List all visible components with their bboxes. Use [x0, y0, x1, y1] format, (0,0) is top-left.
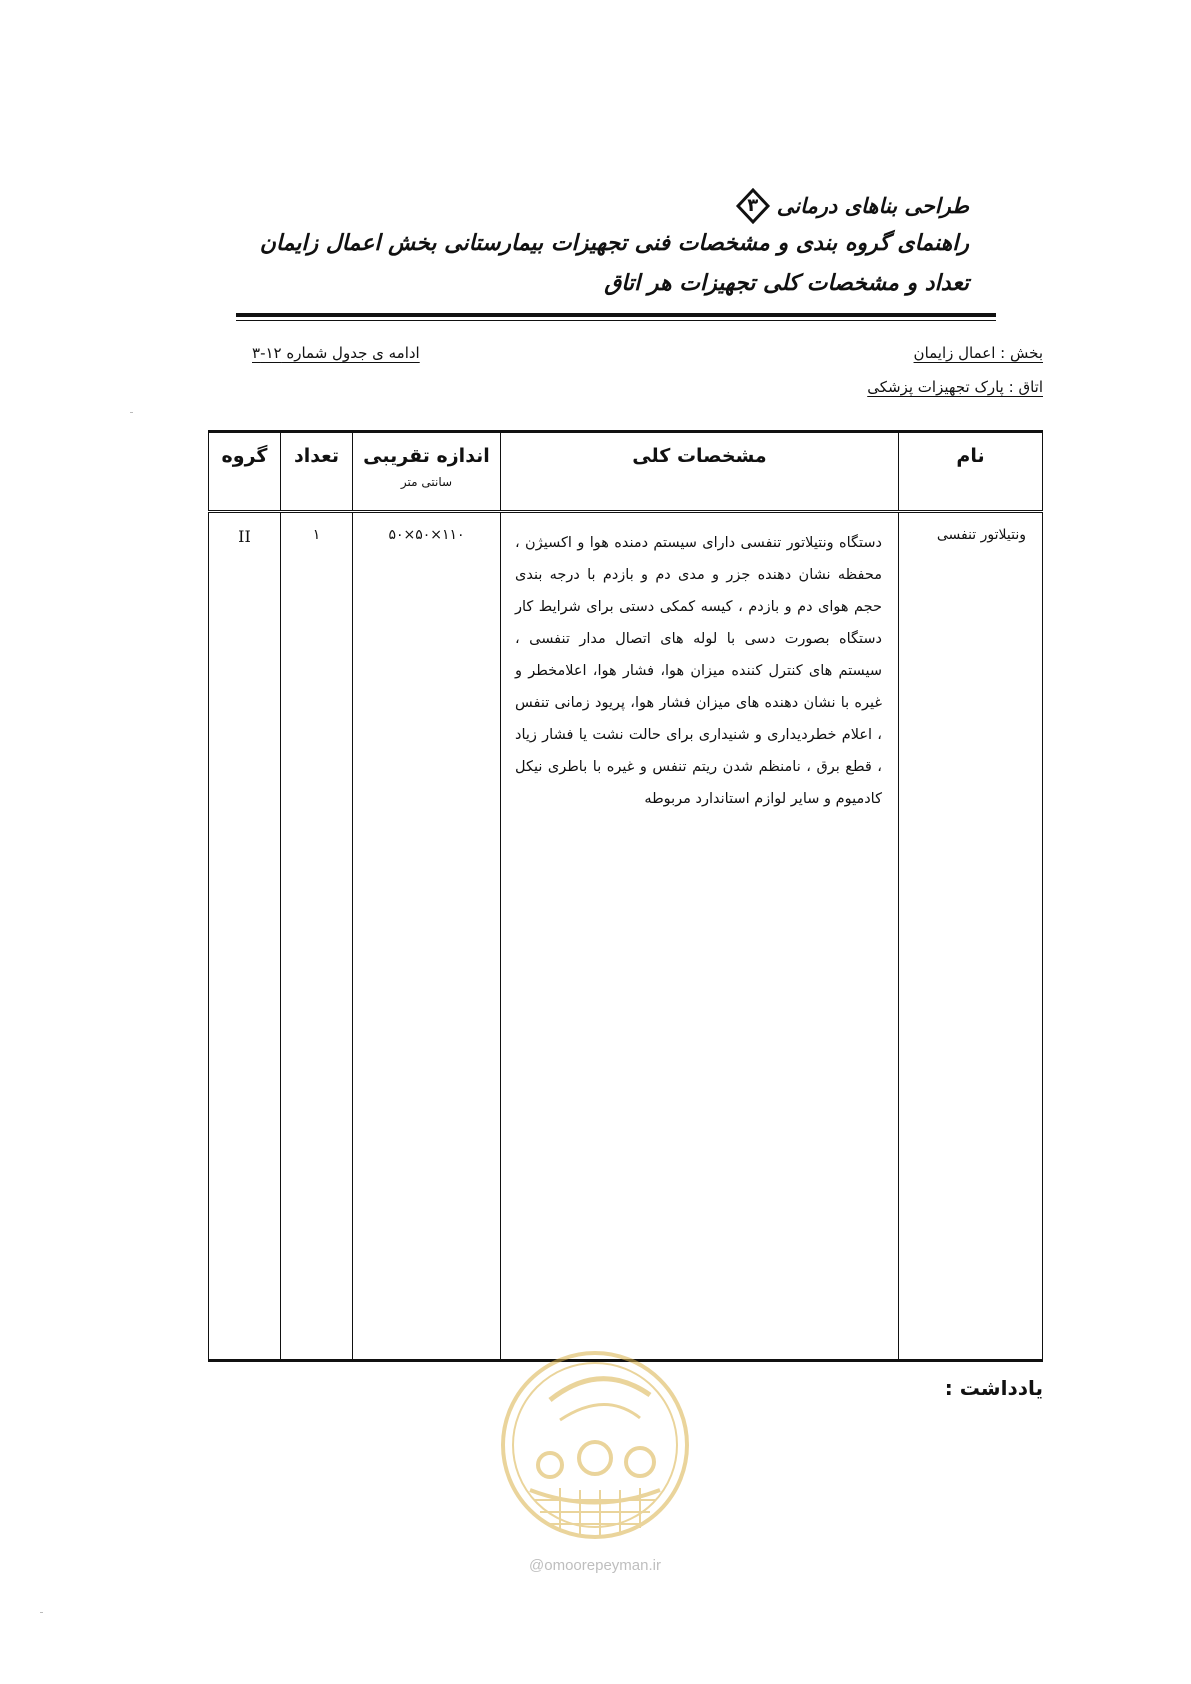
scan-speck	[130, 412, 133, 413]
table-header-row	[209, 432, 1043, 512]
header-size-label: اندازه تقریبی	[363, 445, 490, 467]
header-size	[353, 432, 501, 512]
book-title: طراحی بناهای درمانی	[776, 194, 969, 218]
page-topic: تعداد و مشخصات کلی تجهیزات هر اتاق	[604, 271, 969, 296]
room-line: اتاق : پارک تجهیزات پزشکی	[867, 378, 1043, 396]
equipment-table	[208, 430, 1043, 1362]
cell-size: ۱۱۰×۵۰×۵۰	[353, 512, 501, 1361]
cell-qty: ۱	[281, 512, 353, 1361]
document-header	[169, 188, 969, 304]
header-size-unit: سانتی متر	[400, 475, 453, 489]
header-group: گروه	[209, 432, 281, 512]
table-row	[209, 512, 1043, 1361]
volume-number: ۳	[747, 195, 759, 216]
cell-group: II	[209, 512, 281, 1361]
book-title-line	[169, 188, 969, 224]
volume-badge	[735, 188, 771, 224]
scan-speck	[40, 1612, 43, 1613]
watermark-logo	[490, 1340, 700, 1580]
cell-name: ونتیلاتور تنفسی	[899, 512, 1043, 1361]
continued-note: ادامه ی جدول شماره ۱۲-۳	[252, 344, 420, 362]
header-name: نام	[899, 432, 1043, 512]
header-qty: تعداد	[281, 432, 353, 512]
department-line: بخش : اعمال زایمان	[913, 344, 1043, 362]
watermark-emblem-icon	[490, 1340, 700, 1550]
header-rule-thick	[236, 313, 996, 317]
cell-spec: دستگاه ونتیلاتور تنفسی دارای سیستم دمنده هوا و اکسیژن ، محفظه نشان دهنده جزر و مدی دم و بازدم با درجه بندی حجم هوای دم و بازدم ، کیسه کمکی دستی برای شرایط کار دستگاه بصورت دسی با لوله های اتصال مدار تنفسی ، سیستم های کنترل کننده میزان هوا، فشار هوا، اعلامخطر و غیره با نشان دهنده های میزان فشار هوا، پریود زمانی تنفس ، اعلام خطردیداری و شنیداری برای حالت نشت یا فشار زیاد ، قطع برق ، نامنظم شدن ریتم تنفس و غیره با باطری نیکل کادمیوم و سایر لوازم استاندارد مربوطه	[501, 512, 899, 1361]
notes-label: یادداشت :	[944, 1376, 1043, 1400]
header-spec: مشخصات کلی	[501, 432, 899, 512]
subtitle: راهنمای گروه بندی و مشخصات فنی تجهیزات بیمارستانی بخش اعمال زایمان	[259, 231, 969, 256]
header-rule-thin	[236, 320, 996, 321]
watermark-text: @omoorepeyman.ir	[529, 1557, 661, 1574]
